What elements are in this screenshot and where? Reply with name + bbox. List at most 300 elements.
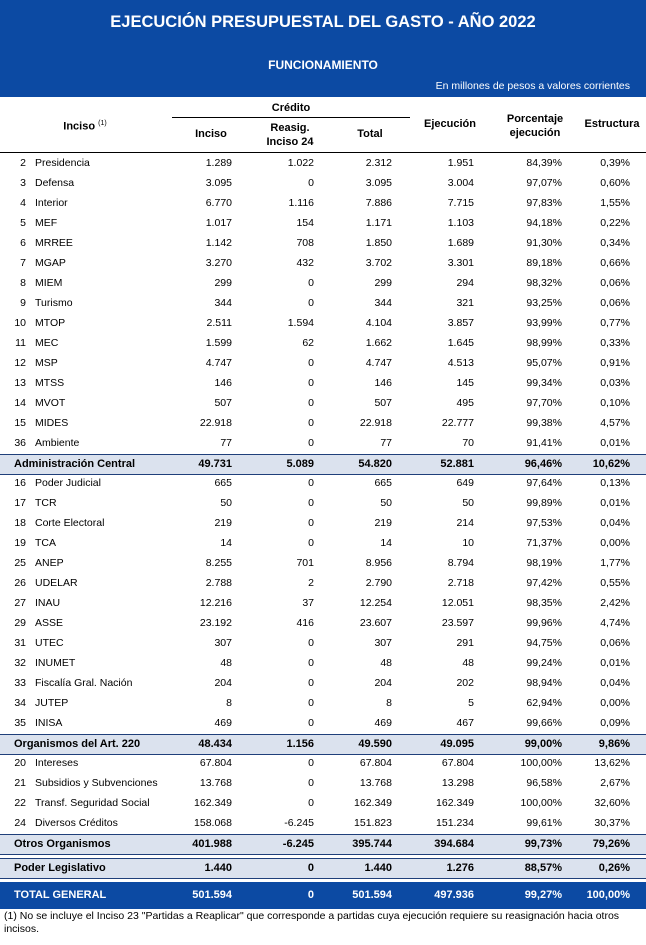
cell-estr: 0,91% xyxy=(600,357,630,369)
cell-name: Presidencia xyxy=(35,157,90,169)
cell-inciso: 3.095 xyxy=(205,177,232,189)
cell-inciso: 162.349 xyxy=(194,797,232,809)
cell-reasig: 0 xyxy=(308,177,314,189)
cell-pct: 95,07% xyxy=(526,357,562,369)
cell-inciso: 299 xyxy=(214,277,232,289)
cell-code: 9 xyxy=(20,297,26,309)
cell-total: 507 xyxy=(374,397,392,409)
table-row xyxy=(0,594,646,614)
cell-inciso: 1.142 xyxy=(205,237,232,249)
cell-code: 31 xyxy=(14,637,26,649)
cell-ejec: 291 xyxy=(456,637,474,649)
table-row xyxy=(0,514,646,534)
units-note: En millones de pesos a valores corrientes xyxy=(435,80,630,92)
cell-name: MIEM xyxy=(35,277,63,289)
cell-total: 469 xyxy=(374,717,392,729)
cell-inciso: 8 xyxy=(226,697,232,709)
cell-inciso: 49.731 xyxy=(198,458,232,470)
cell-ejec: 52.881 xyxy=(440,458,474,470)
cell-code: 3 xyxy=(20,177,26,189)
cell-pct: 98,99% xyxy=(526,337,562,349)
footnote: (1) No se incluye el Inciso 23 "Partidas a Reaplicar" que corresponde a partidas cuya ejecución requiere su reasignación hacia otros incisos. xyxy=(4,910,620,935)
cell-ejec: 1.951 xyxy=(447,157,474,169)
cell-total: 2.790 xyxy=(365,577,392,589)
cell-pct: 99,61% xyxy=(526,817,562,829)
table-row xyxy=(0,154,646,174)
cell-inciso: 1.599 xyxy=(205,337,232,349)
cell-code: 2 xyxy=(20,157,26,169)
cell-name: INUMET xyxy=(35,657,76,669)
cell-code: 29 xyxy=(14,617,26,629)
header-bottom-rule xyxy=(0,152,646,153)
cell-ejec: 8.794 xyxy=(447,557,474,569)
cell-estr: 0,01% xyxy=(600,657,630,669)
table-row xyxy=(0,254,646,274)
cell-pct: 99,34% xyxy=(526,377,562,389)
cell-name: Subsidios y Subvenciones xyxy=(35,777,158,789)
cell-ejec: 67.804 xyxy=(441,757,474,769)
cell-name: Defensa xyxy=(35,177,75,189)
table-row xyxy=(0,574,646,594)
cell-name: INISA xyxy=(35,717,63,729)
cell-estr: 4,74% xyxy=(600,617,630,629)
cell-inciso: 1.440 xyxy=(204,862,232,874)
cell-total: 219 xyxy=(374,517,392,529)
subtotal-row xyxy=(0,734,646,755)
cell-code: 20 xyxy=(14,757,26,769)
cell-ejec: 3.004 xyxy=(447,177,474,189)
cell-estr: 0,66% xyxy=(600,257,630,269)
cell-reasig: 154 xyxy=(296,217,314,229)
cell-ejec: 2.718 xyxy=(447,577,474,589)
col-estructura: Estructura xyxy=(584,118,640,130)
cell-ejec: 13.298 xyxy=(441,777,474,789)
cell-estr: 4,57% xyxy=(600,417,630,429)
cell-inciso: 77 xyxy=(220,437,232,449)
cell-inciso: 12.216 xyxy=(199,597,232,609)
table-row xyxy=(0,394,646,414)
cell-total: 4.747 xyxy=(365,357,392,369)
page-title: EJECUCIÓN PRESUPUESTAL DEL GASTO - AÑO 2022 xyxy=(110,13,536,31)
cell-code: 35 xyxy=(14,717,26,729)
cell-reasig: 0 xyxy=(308,477,314,489)
cell-ejec: 22.777 xyxy=(441,417,474,429)
cell-pct: 97,64% xyxy=(526,477,562,489)
cell-inciso: 501.594 xyxy=(192,889,232,901)
cell-reasig: 1.156 xyxy=(286,738,314,750)
cell-estr: 0,03% xyxy=(600,377,630,389)
cell-inciso: 6.770 xyxy=(205,197,232,209)
cell-ejec: 5 xyxy=(468,697,474,709)
cell-estr: 30,37% xyxy=(594,817,630,829)
cell-total: 50 xyxy=(380,497,392,509)
cell-estr: 0,01% xyxy=(600,437,630,449)
cell-estr: 13,62% xyxy=(594,757,630,769)
cell-reasig: 0 xyxy=(308,697,314,709)
cell-code: 14 xyxy=(14,397,26,409)
cell-estr: 0,00% xyxy=(600,697,630,709)
cell-ejec: 48 xyxy=(462,657,474,669)
cell-estr: 32,60% xyxy=(594,797,630,809)
cell-reasig: 0 xyxy=(308,757,314,769)
table-row xyxy=(0,174,646,194)
cell-inciso: 13.768 xyxy=(199,777,232,789)
cell-reasig: 0 xyxy=(307,862,314,874)
cell-name: TOTAL GENERAL xyxy=(14,889,107,901)
cell-estr: 0,39% xyxy=(600,157,630,169)
cell-name: Interior xyxy=(35,197,68,209)
table-row xyxy=(0,434,646,454)
cell-estr: 0,77% xyxy=(600,317,630,329)
cell-estr: 79,26% xyxy=(592,838,630,850)
cell-inciso: 1.017 xyxy=(205,217,232,229)
cell-total: 3.095 xyxy=(365,177,392,189)
cell-total: 146 xyxy=(374,377,392,389)
cell-ejec: 12.051 xyxy=(441,597,474,609)
cell-total: 1.440 xyxy=(364,862,392,874)
cell-estr: 0,06% xyxy=(600,637,630,649)
cell-reasig: 0 xyxy=(308,357,314,369)
cell-code: 27 xyxy=(14,597,26,609)
cell-estr: 0,60% xyxy=(600,177,630,189)
cell-reasig: 62 xyxy=(302,337,314,349)
cell-pct: 100,00% xyxy=(520,757,562,769)
cell-total: 13.768 xyxy=(359,777,392,789)
cell-pct: 93,25% xyxy=(526,297,562,309)
page-subtitle: FUNCIONAMIENTO xyxy=(268,58,378,72)
cell-estr: 0,06% xyxy=(600,297,630,309)
cell-code: 19 xyxy=(14,537,26,549)
cell-reasig: 701 xyxy=(296,557,314,569)
cell-pct: 97,70% xyxy=(526,397,562,409)
cell-total: 12.254 xyxy=(359,597,392,609)
cell-estr: 0,13% xyxy=(600,477,630,489)
cell-ejec: 497.936 xyxy=(434,889,474,901)
cell-estr: 1,55% xyxy=(600,197,630,209)
cell-name: Otros Organismos xyxy=(14,838,111,850)
cell-pct: 99,00% xyxy=(524,738,562,750)
cell-ejec: 495 xyxy=(456,397,474,409)
cell-pct: 96,58% xyxy=(526,777,562,789)
cell-reasig: 0 xyxy=(308,517,314,529)
cell-ejec: 151.234 xyxy=(436,817,474,829)
cell-total: 77 xyxy=(380,437,392,449)
cell-inciso: 8.255 xyxy=(205,557,232,569)
cell-name: MRREE xyxy=(35,237,73,249)
cell-ejec: 50 xyxy=(462,497,474,509)
cell-estr: 0,09% xyxy=(600,717,630,729)
cell-total: 2.312 xyxy=(365,157,392,169)
cell-inciso: 146 xyxy=(214,377,232,389)
cell-code: 26 xyxy=(14,577,26,589)
cell-total: 162.349 xyxy=(354,797,392,809)
legislativo-row xyxy=(0,858,646,879)
table-row xyxy=(0,314,646,334)
cell-name: Poder Judicial xyxy=(35,477,101,489)
cell-inciso: 158.068 xyxy=(194,817,232,829)
cell-name: Poder Legislativo xyxy=(14,862,106,874)
cell-estr: 2,67% xyxy=(600,777,630,789)
cell-name: MTOP xyxy=(35,317,66,329)
cell-total: 7.886 xyxy=(365,197,392,209)
table-row xyxy=(0,494,646,514)
cell-inciso: 3.270 xyxy=(205,257,232,269)
cell-name: JUTEP xyxy=(35,697,69,709)
col-credito-inciso: Inciso xyxy=(195,128,227,140)
cell-reasig: 2 xyxy=(308,577,314,589)
cell-reasig: 0 xyxy=(308,437,314,449)
cell-name: Corte Electoral xyxy=(35,517,105,529)
table-row xyxy=(0,194,646,214)
cell-total: 8.956 xyxy=(365,557,392,569)
cell-code: 25 xyxy=(14,557,26,569)
cell-reasig: 0 xyxy=(308,497,314,509)
cell-pct: 97,53% xyxy=(526,517,562,529)
cell-ejec: 1.689 xyxy=(447,237,474,249)
cell-pct: 71,37% xyxy=(526,537,562,549)
cell-name: MEF xyxy=(35,217,58,229)
cell-inciso: 1.289 xyxy=(205,157,232,169)
cell-reasig: 0 xyxy=(308,417,314,429)
cell-name: MIDES xyxy=(35,417,69,429)
table-row xyxy=(0,794,646,814)
table-row xyxy=(0,634,646,654)
cell-ejec: 162.349 xyxy=(436,797,474,809)
cell-total: 48 xyxy=(380,657,392,669)
cell-reasig: 0 xyxy=(308,777,314,789)
table-row xyxy=(0,294,646,314)
cell-pct: 91,41% xyxy=(526,437,562,449)
col-porcentaje: Porcentaje ejecución xyxy=(506,113,564,139)
credito-divider xyxy=(172,117,410,118)
cell-ejec: 1.276 xyxy=(446,862,474,874)
cell-inciso: 507 xyxy=(214,397,232,409)
cell-pct: 99,66% xyxy=(526,717,562,729)
cell-estr: 0,01% xyxy=(600,497,630,509)
cell-name: MSP xyxy=(35,357,58,369)
cell-name: Transf. Seguridad Social xyxy=(35,797,150,809)
table-row xyxy=(0,614,646,634)
cell-pct: 97,42% xyxy=(526,577,562,589)
cell-inciso: 344 xyxy=(214,297,232,309)
table-row xyxy=(0,654,646,674)
cell-name: ANEP xyxy=(35,557,64,569)
cell-inciso: 67.804 xyxy=(199,757,232,769)
cell-name: Organismos del Art. 220 xyxy=(14,738,141,750)
cell-estr: 2,42% xyxy=(600,597,630,609)
table-row xyxy=(0,214,646,234)
cell-code: 33 xyxy=(14,677,26,689)
cell-pct: 99,89% xyxy=(526,497,562,509)
cell-reasig: 708 xyxy=(296,237,314,249)
cell-reasig: 0 xyxy=(308,677,314,689)
table-row xyxy=(0,674,646,694)
table-row xyxy=(0,714,646,734)
cell-ejec: 10 xyxy=(462,537,474,549)
cell-reasig: 1.022 xyxy=(287,157,314,169)
cell-reasig: 0 xyxy=(307,889,314,901)
cell-ejec: 4.513 xyxy=(447,357,474,369)
cell-pct: 100,00% xyxy=(520,797,562,809)
cell-pct: 62,94% xyxy=(526,697,562,709)
table-row xyxy=(0,354,646,374)
cell-reasig: 0 xyxy=(308,277,314,289)
cell-estr: 9,86% xyxy=(598,738,630,750)
cell-name: MGAP xyxy=(35,257,66,269)
table-row xyxy=(0,774,646,794)
cell-name: Intereses xyxy=(35,757,79,769)
cell-name: Diversos Créditos xyxy=(35,817,118,829)
cell-inciso: 48 xyxy=(220,657,232,669)
cell-total: 299 xyxy=(374,277,392,289)
cell-total: 23.607 xyxy=(359,617,392,629)
cell-pct: 99,24% xyxy=(526,657,562,669)
cell-name: UTEC xyxy=(35,637,64,649)
cell-pct: 98,94% xyxy=(526,677,562,689)
table-row xyxy=(0,474,646,494)
cell-ejec: 214 xyxy=(456,517,474,529)
cell-reasig: 0 xyxy=(308,537,314,549)
cell-reasig: 1.116 xyxy=(288,197,314,209)
cell-name: TCA xyxy=(35,537,56,549)
cell-estr: 0,04% xyxy=(600,517,630,529)
cell-inciso: 48.434 xyxy=(198,738,232,750)
cell-ejec: 321 xyxy=(456,297,474,309)
cell-inciso: 401.988 xyxy=(192,838,232,850)
cell-total: 3.702 xyxy=(365,257,392,269)
cell-inciso: 307 xyxy=(214,637,232,649)
cell-inciso: 23.192 xyxy=(199,617,232,629)
cell-reasig: -6.245 xyxy=(282,838,314,850)
table-row xyxy=(0,534,646,554)
cell-inciso: 469 xyxy=(214,717,232,729)
cell-estr: 10,62% xyxy=(592,458,630,470)
cell-total: 22.918 xyxy=(359,417,392,429)
cell-ejec: 145 xyxy=(456,377,474,389)
cell-total: 151.823 xyxy=(354,817,392,829)
cell-total: 49.590 xyxy=(358,738,392,750)
cell-pct: 98,19% xyxy=(526,557,562,569)
cell-code: 32 xyxy=(14,657,26,669)
cell-ejec: 3.301 xyxy=(447,257,474,269)
cell-estr: 0,22% xyxy=(600,217,630,229)
cell-pct: 98,35% xyxy=(526,597,562,609)
cell-estr: 0,06% xyxy=(600,277,630,289)
col-ejecucion: Ejecución xyxy=(424,118,476,130)
cell-reasig: 0 xyxy=(308,377,314,389)
cell-total: 1.171 xyxy=(365,217,392,229)
table-row xyxy=(0,414,646,434)
cell-total: 54.820 xyxy=(358,458,392,470)
cell-name: Ambiente xyxy=(35,437,80,449)
table-header-banner xyxy=(0,0,646,97)
cell-reasig: 0 xyxy=(308,297,314,309)
cell-total: 501.594 xyxy=(352,889,392,901)
cell-code: 7 xyxy=(20,257,26,269)
cell-pct: 84,39% xyxy=(526,157,562,169)
cell-total: 1.850 xyxy=(365,237,392,249)
cell-total: 14 xyxy=(380,537,392,549)
col-total: Total xyxy=(357,128,383,140)
cell-estr: 0,55% xyxy=(600,577,630,589)
cell-code: 17 xyxy=(14,497,26,509)
cell-inciso: 219 xyxy=(214,517,232,529)
cell-name: UDELAR xyxy=(35,577,78,589)
cell-ejec: 70 xyxy=(462,437,474,449)
cell-pct: 99,38% xyxy=(526,417,562,429)
cell-code: 24 xyxy=(14,817,26,829)
cell-pct: 99,73% xyxy=(524,838,562,850)
cell-inciso: 4.747 xyxy=(205,357,232,369)
cell-ejec: 49.095 xyxy=(440,738,474,750)
cell-inciso: 14 xyxy=(220,537,232,549)
table-row xyxy=(0,234,646,254)
cell-name: MEC xyxy=(35,337,59,349)
total-row xyxy=(0,882,646,909)
cell-name: TCR xyxy=(35,497,57,509)
cell-ejec: 649 xyxy=(456,477,474,489)
cell-reasig: 0 xyxy=(308,717,314,729)
cell-estr: 0,10% xyxy=(600,397,630,409)
cell-total: 344 xyxy=(374,297,392,309)
cell-code: 18 xyxy=(14,517,26,529)
cell-code: 22 xyxy=(14,797,26,809)
cell-ejec: 1.645 xyxy=(447,337,474,349)
col-credito: Crédito xyxy=(271,102,311,114)
cell-total: 8 xyxy=(386,697,392,709)
table-row xyxy=(0,554,646,574)
cell-ejec: 294 xyxy=(456,277,474,289)
cell-estr: 0,04% xyxy=(600,677,630,689)
cell-total: 67.804 xyxy=(359,757,392,769)
cell-ejec: 394.684 xyxy=(434,838,474,850)
cell-total: 204 xyxy=(374,677,392,689)
cell-pct: 98,32% xyxy=(526,277,562,289)
cell-name: INAU xyxy=(35,597,61,609)
cell-pct: 89,18% xyxy=(526,257,562,269)
cell-code: 8 xyxy=(20,277,26,289)
col-inciso: Inciso $^{(1)}$ xyxy=(63,120,107,133)
cell-code: 21 xyxy=(14,777,26,789)
subtotal-row xyxy=(0,454,646,475)
cell-total: 4.104 xyxy=(365,317,392,329)
table-row xyxy=(0,274,646,294)
cell-inciso: 204 xyxy=(214,677,232,689)
cell-reasig: 0 xyxy=(308,397,314,409)
cell-reasig: 432 xyxy=(296,257,314,269)
cell-estr: 0,34% xyxy=(600,237,630,249)
cell-pct: 94,75% xyxy=(526,637,562,649)
subtotal-row xyxy=(0,834,646,855)
cell-estr: 100,00% xyxy=(586,889,630,901)
cell-code: 13 xyxy=(14,377,26,389)
cell-code: 10 xyxy=(14,317,26,329)
cell-reasig: 416 xyxy=(296,617,314,629)
table-row xyxy=(0,814,646,834)
cell-code: 6 xyxy=(20,237,26,249)
cell-name: Turismo xyxy=(35,297,73,309)
cell-ejec: 202 xyxy=(456,677,474,689)
cell-code: 15 xyxy=(14,417,26,429)
cell-name: Fiscalía Gral. Nación xyxy=(35,677,133,689)
cell-total: 307 xyxy=(374,637,392,649)
cell-reasig: 0 xyxy=(308,797,314,809)
cell-pct: 93,99% xyxy=(526,317,562,329)
cell-reasig: 1.594 xyxy=(287,317,314,329)
cell-reasig: 0 xyxy=(308,637,314,649)
cell-total: 1.662 xyxy=(365,337,392,349)
cell-code: 4 xyxy=(20,197,26,209)
